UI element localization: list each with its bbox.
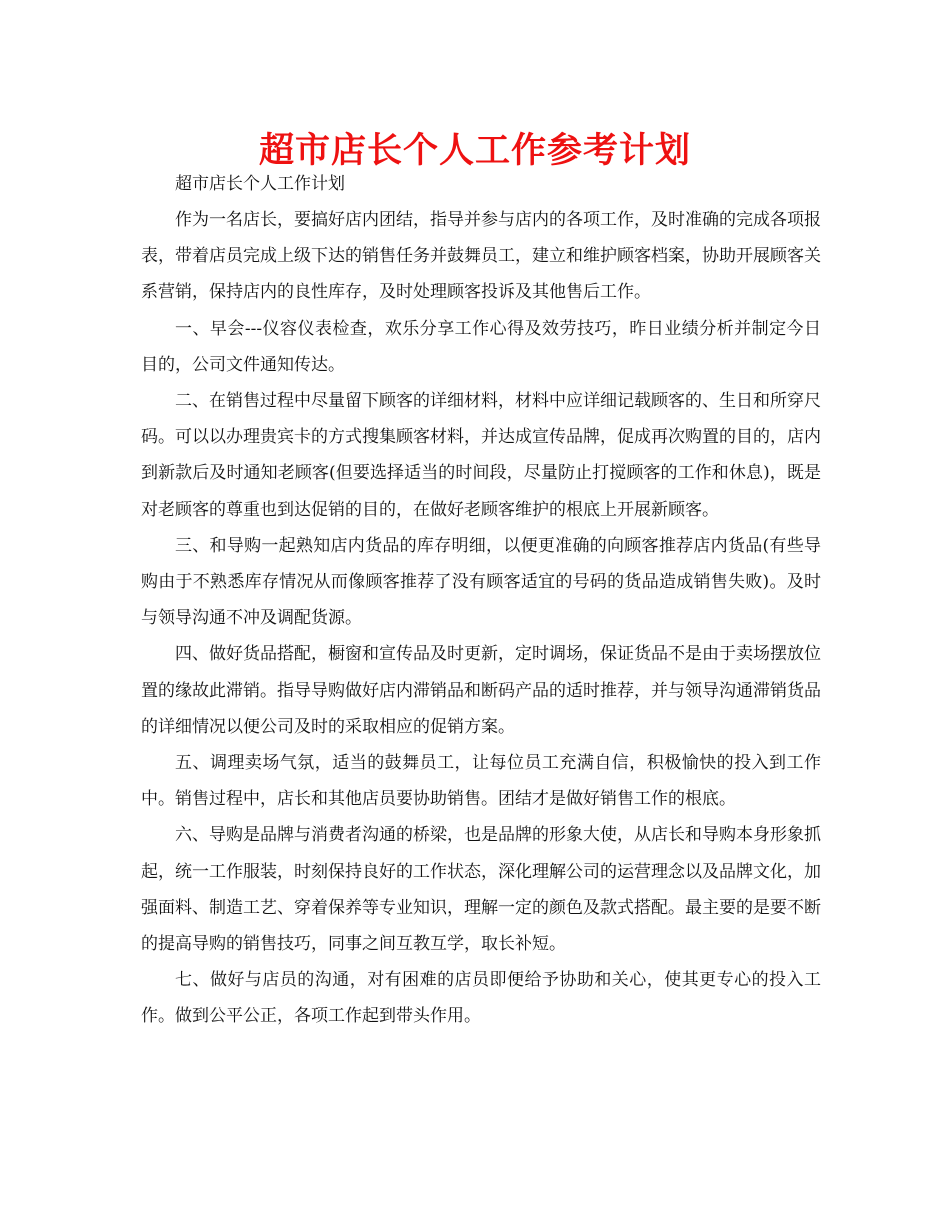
paragraph-3: 三、和导购一起熟知店内货品的库存明细，以便更准确的向顾客推荐店内货品(有些导购由于不熟悉库存情况从而像顾客推荐了没有顾客适宜的号码的货品造成销售失败)。及时与领导沟通不冲及调配货源。 [141, 535, 821, 629]
document-subtitle: 超市店长个人工作计划 [175, 174, 345, 194]
paragraph-5: 五、调理卖场气氛，适当的鼓舞员工，让每位员工充满自信，积极愉快的投入到工作中。销售过程中，店长和其他店员要协助销售。团结才是做好销售工作的根底。 [141, 753, 821, 810]
paragraph-4: 四、做好货品搭配，橱窗和宣传品及时更新，定时调场，保证货品不是由于卖场摆放位置的缘故此滞销。指导导购做好店内滞销品和断码产品的适时推荐，并与领导沟通滞销货品的详细情况以便公司及时的采取相应的促销方案。 [141, 644, 821, 737]
document-body [141, 166, 821, 1035]
paragraph-7: 七、做好与店员的沟通，对有困难的店员即便给予协助和关心，使其更专心的投入工作。做到公平公正，各项工作起到带头作用。 [141, 970, 821, 1027]
paragraph-6: 六、导购是品牌与消费者沟通的桥梁，也是品牌的形象大使，从店长和导购本身形象抓起，统一工作服装，时刻保持良好的工作状态，深化理解公司的运营理念以及品牌文化，加强面料、制造工艺、穿着保养等专业知识，理解一定的颜色及款式搭配。最主要的是要不断的提高导购的销售技巧，同事之间互教互学，取长补短。 [141, 825, 821, 955]
paragraph-intro: 作为一名店长，要搞好店内团结，指导并参与店内的各项工作，及时准确的完成各项报表，带着店员完成上级下达的销售任务并鼓舞员工，建立和维护顾客档案，协助开展顾客关系营销，保持店内的良性库存，及时处理顾客投诉及其他售后工作。 [141, 210, 821, 303]
paragraph-2: 二、在销售过程中尽量留下顾客的详细材料，材料中应详细记载顾客的、生日和所穿尺码。可以以办理贵宾卡的方式搜集顾客材料，并达成宣传品牌，促成再次购置的目的，店内到新款后及时通知老顾客(但要选择适当的时间段，尽量防止打搅顾客的工作和休息)，既是对老顾客的尊重也到达促销的目的，在做好老顾客维护的根底上开展新顾客。 [141, 391, 821, 520]
paragraph-1: 一、早会---仪容仪表检查，欢乐分享工作心得及效劳技巧，昨日业绩分析并制定今日目的，公司文件通知传达。 [141, 318, 821, 375]
document-title: 超市店长个人工作参考计划 [258, 131, 691, 171]
